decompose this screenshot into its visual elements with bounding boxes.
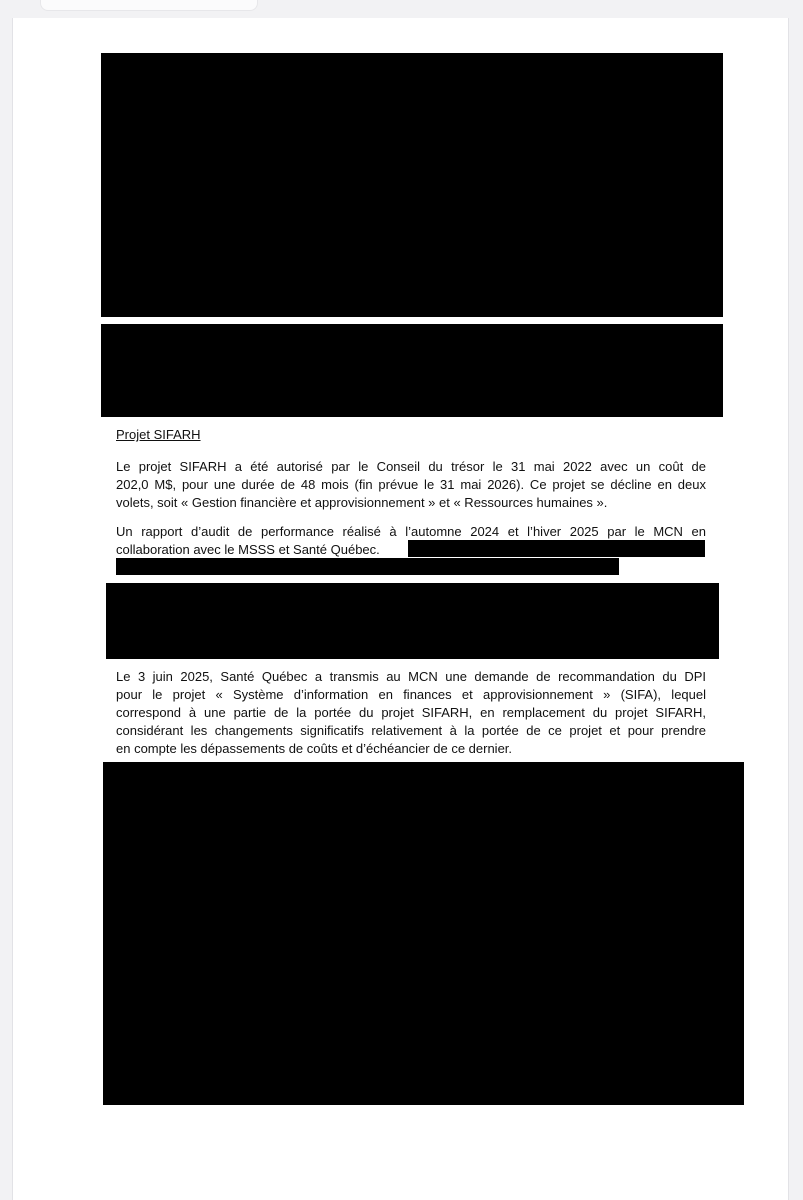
paragraph-project-authorization [116, 458, 706, 512]
redaction-block-4 [103, 762, 744, 1105]
section-heading: Projet SIFARH [116, 427, 201, 442]
paragraph-line: 202,0 M$, pour une durée de 48 mois (fin prévue le 31 mai 2026). Ce projet se décline en deux [116, 477, 706, 492]
paragraph-line: correspond à une partie de la portée du projet SIFARH, en remplacement du projet SIFARH, [116, 705, 706, 720]
paragraph-line: Un rapport d’audit de performance réalisé à l’automne 2024 et l’hiver 2025 par le MCN en [116, 524, 706, 539]
paragraph-line: en compte les dépassements de coûts et d’échéancier de ce dernier. [116, 741, 513, 756]
paragraph-line: considérant les changements significatifs relativement à la portée de ce projet et pour prendre [116, 723, 706, 738]
redaction-block-3 [106, 583, 719, 659]
paragraph-line: Le projet SIFARH a été autorisé par le Conseil du trésor le 31 mai 2022 avec un coût de [116, 459, 706, 474]
viewer-tab [40, 0, 258, 11]
paragraph-line: volets, soit « Gestion financière et approvisionnement » et « Ressources humaines ». [116, 495, 608, 510]
paragraph-recommendation-request [116, 668, 706, 758]
paragraph-line: pour le projet « Système d’information en finances et approvisionnement » (SIFA), lequel [116, 687, 706, 702]
redaction-block-2 [101, 324, 723, 417]
paragraph-line: Le 3 juin 2025, Santé Québec a transmis au MCN une demande de recommandation du DPI [116, 669, 706, 684]
paragraph-line: collaboration avec le MSSS et Santé Québec. [116, 542, 380, 557]
document-page [12, 18, 789, 1200]
redaction-block-1 [101, 53, 723, 317]
redaction-inline-1 [408, 540, 705, 557]
redaction-inline-2 [116, 558, 619, 575]
